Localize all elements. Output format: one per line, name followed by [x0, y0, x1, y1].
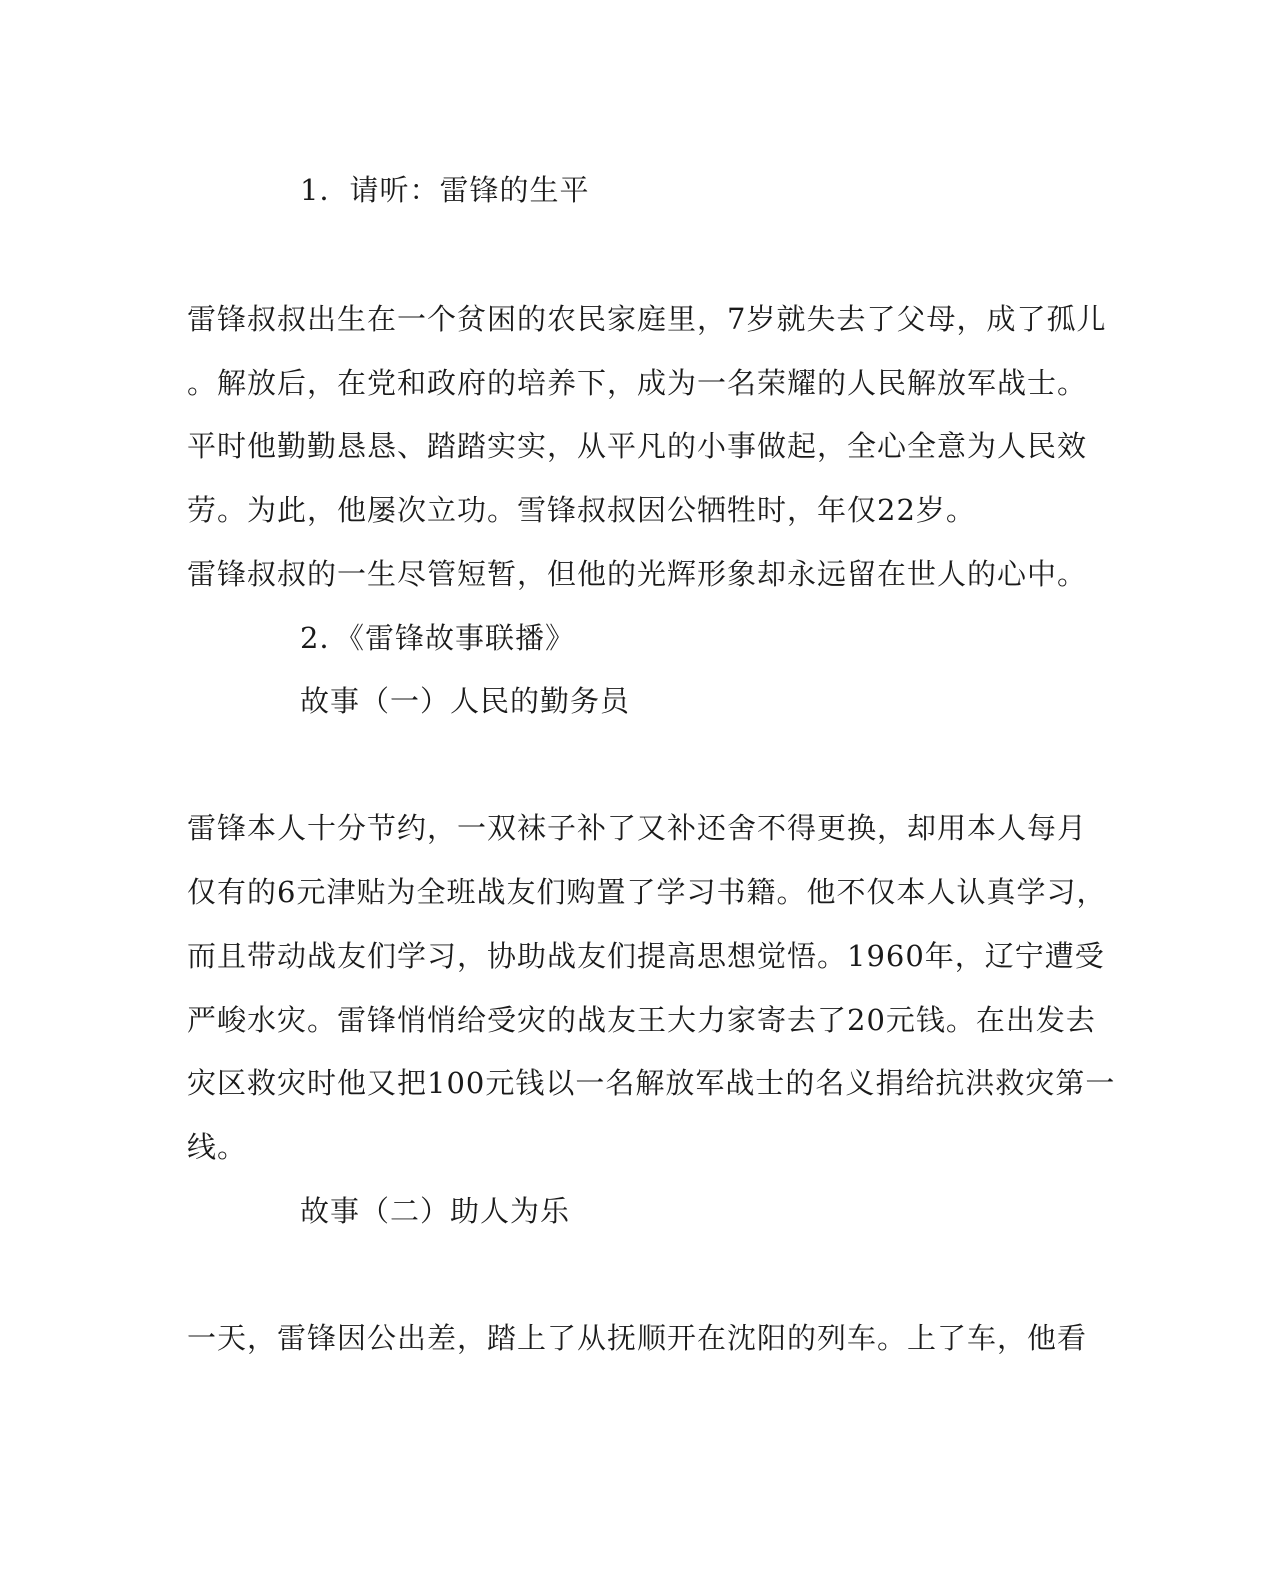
paragraph-line: 一天，雷锋因公出差，踏上了从抚顺开在沈阳的列车。上了车，他看: [187, 1321, 1088, 1355]
paragraph-line: 线。: [187, 1130, 248, 1164]
story-two-title: 故事（二）助人为乐: [300, 1194, 571, 1228]
paragraph-line: 灾区救灾时他又把100元钱以一名解放军战士的名义捐给抗洪救灾第一: [187, 1066, 1116, 1100]
paragraph-line: 而且带动战友们学习，协助战友们提高思想觉悟。1960年，辽宁遭受: [187, 939, 1105, 973]
paragraph-line: 雷锋本人十分节约，一双袜子补了又补还舍不得更换，却用本人每月: [187, 811, 1088, 845]
paragraph-line: 雷锋叔叔出生在一个贫困的农民家庭里，7岁就失去了父母，成了孤儿: [187, 302, 1107, 336]
paragraph-line: 仅有的6元津贴为全班战友们购置了学习书籍。他不仅本人认真学习，: [187, 875, 1107, 909]
paragraph-line: 劳。为此，他屡次立功。雪锋叔叔因公牺牲时，年仅22岁。: [187, 493, 976, 527]
heading-story-broadcast: 2．《雷锋故事联播》: [300, 621, 575, 655]
paragraph-line: 严峻水灾。雷锋悄悄给受灾的战友王大力家寄去了20元钱。在出发去: [187, 1003, 1096, 1037]
paragraph-line: 平时他勤勤恳恳、踏踏实实，从平凡的小事做起，全心全意为人民效: [187, 429, 1088, 463]
paragraph-line: 雷锋叔叔的一生尽管短暂，但他的光辉形象却永远留在世人的心中。: [187, 557, 1088, 591]
story-one-title: 故事（一）人民的勤务员: [300, 684, 631, 718]
paragraph-line: 。解放后，在党和政府的培养下，成为一名荣耀的人民解放军战士。: [187, 366, 1088, 400]
heading-lei-feng-biography: 1．请听：雷锋的生平: [300, 173, 590, 207]
